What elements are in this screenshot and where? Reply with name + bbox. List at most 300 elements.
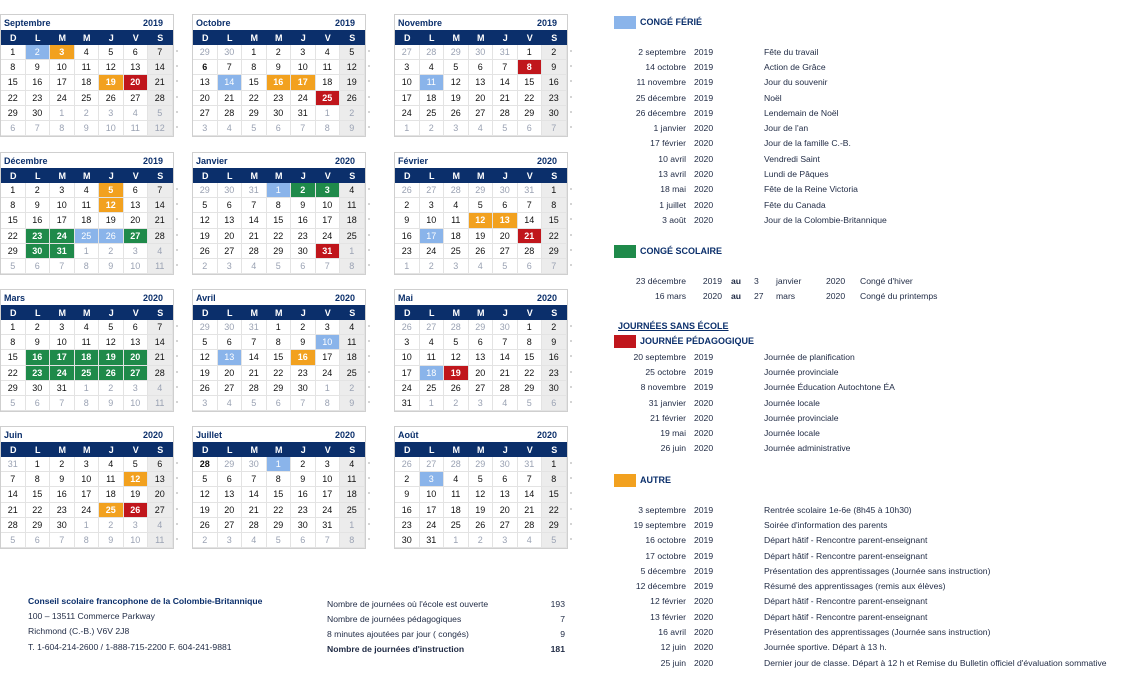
day-cell: 12 xyxy=(469,213,494,228)
day-cell: 28 xyxy=(148,366,173,381)
day-cell: 10 xyxy=(395,75,420,90)
day-cell: 16 xyxy=(26,213,51,228)
day-cell: 27 xyxy=(395,45,420,60)
legend-year: 2020 xyxy=(694,153,714,164)
legend-row xyxy=(614,502,1107,517)
day-cell: 1 xyxy=(267,320,292,335)
day-cell: 6 xyxy=(148,457,173,472)
day-cell: 13 xyxy=(218,213,243,228)
day-cell: 2 xyxy=(75,106,100,121)
weekday-label: V xyxy=(132,170,139,181)
day-cell: 29 xyxy=(193,320,218,335)
day-cell: 2 xyxy=(395,198,420,213)
legend-end-month: mars xyxy=(776,290,796,301)
weekday-header xyxy=(193,442,365,457)
weekday-label: D xyxy=(10,32,17,43)
day-grid xyxy=(1,183,173,274)
day-cell: 14 xyxy=(1,487,26,502)
day-cell: 10 xyxy=(99,121,124,136)
day-cell: 30 xyxy=(218,183,243,198)
weekday-label: J xyxy=(502,32,508,43)
legend-date: 1 janvier xyxy=(653,123,686,134)
day-cell: 2 xyxy=(291,320,316,335)
day-cell: 13 xyxy=(493,213,518,228)
day-cell: 8 xyxy=(542,472,567,487)
month-year: 2020 xyxy=(334,155,355,166)
day-cell: 24 xyxy=(316,229,341,244)
legend-year: 2020 xyxy=(694,627,714,638)
month-novembre xyxy=(394,14,568,137)
day-cell: 30 xyxy=(493,183,518,198)
day-cell: 4 xyxy=(444,472,469,487)
legend-end-year: 2020 xyxy=(826,290,846,301)
day-cell: 3 xyxy=(420,472,445,487)
day-cell: 2 xyxy=(340,106,365,121)
weekday-label: D xyxy=(202,444,209,455)
day-cell: 27 xyxy=(124,366,149,381)
day-cell: 3 xyxy=(316,320,341,335)
day-cell: 11 xyxy=(148,396,173,411)
day-cell: 13 xyxy=(493,487,518,502)
day-cell: 11 xyxy=(444,487,469,502)
day-cell: 22 xyxy=(267,229,292,244)
day-cell: 9 xyxy=(267,60,292,75)
day-cell: 29 xyxy=(267,244,292,259)
row-marker-dot xyxy=(176,203,178,205)
day-cell: 3 xyxy=(124,381,149,396)
day-cell: 28 xyxy=(444,183,469,198)
stat-value: 181 xyxy=(550,644,565,655)
legend-date: 20 septembre xyxy=(633,351,686,362)
day-cell: 23 xyxy=(26,366,51,381)
row-marker-dot xyxy=(368,234,370,236)
day-cell: 21 xyxy=(518,503,543,518)
day-cell: 11 xyxy=(420,350,445,365)
day-cell: 2 xyxy=(99,381,124,396)
day-cell: 1 xyxy=(542,183,567,198)
weekday-label: S xyxy=(349,444,356,455)
day-cell: 26 xyxy=(469,518,494,533)
row-marker-dot xyxy=(570,371,572,373)
weekday-label: S xyxy=(349,307,356,318)
day-cell: 9 xyxy=(542,335,567,350)
day-grid xyxy=(1,457,173,548)
weekday-label: D xyxy=(202,32,209,43)
day-cell: 23 xyxy=(542,366,567,381)
day-cell: 27 xyxy=(493,244,518,259)
day-cell: 2 xyxy=(291,183,316,198)
day-cell: 4 xyxy=(469,259,494,274)
row-marker-dot xyxy=(570,386,572,388)
day-cell: 27 xyxy=(218,518,243,533)
day-cell: 30 xyxy=(493,320,518,335)
legend-year: 2020 xyxy=(694,657,714,668)
day-cell: 25 xyxy=(444,518,469,533)
day-cell: 11 xyxy=(316,60,341,75)
day-cell: 11 xyxy=(124,121,149,136)
legend-description: Action de Grâce xyxy=(764,61,826,72)
month-title xyxy=(395,427,567,442)
weekday-label: M xyxy=(83,444,91,455)
day-cell: 20 xyxy=(493,503,518,518)
day-cell: 4 xyxy=(218,396,243,411)
day-cell: 1 xyxy=(75,381,100,396)
day-cell: 8 xyxy=(542,198,567,213)
day-cell: 3 xyxy=(291,45,316,60)
weekday-label: M xyxy=(275,444,283,455)
day-cell: 5 xyxy=(99,320,124,335)
row-marker-dot xyxy=(570,538,572,540)
legend-row xyxy=(614,624,1107,639)
day-cell: 16 xyxy=(26,75,51,90)
row-marker-dot xyxy=(176,492,178,494)
row-marker-dot xyxy=(176,508,178,510)
legend-year: 2019 xyxy=(694,519,714,530)
row-marker-dot xyxy=(570,234,572,236)
legend-year: 2020 xyxy=(694,428,714,439)
day-cell: 5 xyxy=(267,533,292,548)
month-year: 2019 xyxy=(334,17,355,28)
weekday-label: S xyxy=(157,444,164,455)
day-cell: 6 xyxy=(542,396,567,411)
day-cell: 7 xyxy=(493,335,518,350)
day-cell: 15 xyxy=(267,487,292,502)
day-cell: 22 xyxy=(267,503,292,518)
day-cell: 25 xyxy=(75,91,100,106)
stat-label: Nombre de journées pédagogiques xyxy=(327,613,462,624)
legend-date: 11 novembre xyxy=(636,77,686,88)
day-cell: 7 xyxy=(148,183,173,198)
legend-description: Départ hâtif - Rencontre parent-enseignant xyxy=(764,596,928,607)
legend-description: Lendemain de Noël xyxy=(764,107,839,118)
legend-year: 2019 xyxy=(694,46,714,57)
day-cell: 7 xyxy=(242,198,267,213)
day-cell: 6 xyxy=(493,198,518,213)
day-cell: 9 xyxy=(395,213,420,228)
day-cell: 14 xyxy=(242,213,267,228)
legend-row xyxy=(614,105,887,120)
weekday-label: D xyxy=(202,307,209,318)
day-cell: 20 xyxy=(218,503,243,518)
day-cell: 23 xyxy=(291,503,316,518)
day-cell: 31 xyxy=(242,183,267,198)
month-title xyxy=(193,153,365,168)
day-cell: 14 xyxy=(148,335,173,350)
legend-description: Congé du printemps xyxy=(860,290,938,301)
swatch-red-icon xyxy=(614,335,636,348)
day-cell: 16 xyxy=(395,229,420,244)
day-cell: 6 xyxy=(26,259,51,274)
day-cell: 28 xyxy=(218,106,243,121)
legend-pedagogique xyxy=(614,321,895,456)
day-cell: 15 xyxy=(542,487,567,502)
legend-row xyxy=(614,44,887,59)
month-mars xyxy=(0,289,174,412)
day-cell: 27 xyxy=(420,183,445,198)
weekday-label: V xyxy=(324,32,331,43)
day-cell: 3 xyxy=(218,533,243,548)
month-year: 2019 xyxy=(142,17,163,28)
day-cell: 1 xyxy=(75,244,100,259)
day-cell: 23 xyxy=(26,229,51,244)
day-cell: 6 xyxy=(124,45,149,60)
weekday-header xyxy=(395,305,567,320)
day-cell: 3 xyxy=(124,518,149,533)
row-marker-dot xyxy=(176,325,178,327)
day-cell: 18 xyxy=(340,213,365,228)
day-cell: 19 xyxy=(469,503,494,518)
month-name: Janvier xyxy=(196,155,228,166)
phone-line: T. 1-604-214-2600 / 1-888-715-2200 F. 604-241-9881 xyxy=(28,641,232,652)
day-cell: 26 xyxy=(444,106,469,121)
weekday-label: L xyxy=(227,307,233,318)
weekday-label: M xyxy=(83,307,91,318)
legend-row xyxy=(614,441,895,456)
legend-pedagogique-title: JOURNÉE PÉDAGOGIQUE xyxy=(640,336,755,346)
day-cell: 22 xyxy=(518,366,543,381)
row-marker-dot xyxy=(176,523,178,525)
legend-year: 2019 xyxy=(694,535,714,546)
day-cell: 24 xyxy=(420,244,445,259)
weekday-label: L xyxy=(227,170,233,181)
day-cell: 13 xyxy=(218,350,243,365)
day-cell: 18 xyxy=(444,229,469,244)
day-cell: 3 xyxy=(395,335,420,350)
day-cell: 28 xyxy=(493,381,518,396)
day-cell: 16 xyxy=(542,350,567,365)
month-title xyxy=(1,290,173,305)
day-cell: 6 xyxy=(218,472,243,487)
day-cell: 18 xyxy=(340,350,365,365)
day-cell: 6 xyxy=(267,121,292,136)
day-cell: 26 xyxy=(395,457,420,472)
row-marker-dot xyxy=(368,355,370,357)
day-cell: 26 xyxy=(193,518,218,533)
day-cell: 15 xyxy=(518,75,543,90)
day-cell: 21 xyxy=(242,503,267,518)
day-cell: 12 xyxy=(444,75,469,90)
day-cell: 30 xyxy=(267,106,292,121)
day-cell: 3 xyxy=(50,45,75,60)
legend-year: 2020 xyxy=(694,611,714,622)
row-marker-dot xyxy=(570,80,572,82)
day-cell: 27 xyxy=(420,457,445,472)
day-cell: 26 xyxy=(99,229,124,244)
weekday-header xyxy=(395,30,567,45)
day-cell: 2 xyxy=(340,381,365,396)
day-cell: 28 xyxy=(148,229,173,244)
legend-conge-scolaire-title: CONGÉ SCOLAIRE xyxy=(640,246,723,256)
day-cell: 18 xyxy=(420,91,445,106)
legend-date: 26 juin xyxy=(660,443,686,454)
month-title xyxy=(1,15,173,30)
legend-description: Jour de la famille C.-B. xyxy=(764,138,851,149)
day-cell: 9 xyxy=(75,121,100,136)
legend-row xyxy=(614,640,1107,655)
day-cell: 31 xyxy=(242,320,267,335)
month-juillet xyxy=(192,426,366,549)
day-cell: 28 xyxy=(242,381,267,396)
row-marker-dot xyxy=(570,264,572,266)
row-marker-dot xyxy=(176,477,178,479)
day-cell: 16 xyxy=(267,75,292,90)
day-cell: 3 xyxy=(50,183,75,198)
day-cell: 24 xyxy=(50,91,75,106)
day-cell: 11 xyxy=(99,472,124,487)
day-cell: 30 xyxy=(26,106,51,121)
day-cell: 28 xyxy=(518,518,543,533)
day-cell: 22 xyxy=(542,229,567,244)
day-cell: 2 xyxy=(267,45,292,60)
day-cell: 10 xyxy=(50,335,75,350)
day-cell: 7 xyxy=(242,472,267,487)
day-cell: 30 xyxy=(469,45,494,60)
weekday-label: S xyxy=(157,307,164,318)
day-cell: 28 xyxy=(493,106,518,121)
legend-row xyxy=(614,59,887,74)
row-marker-dot xyxy=(570,96,572,98)
legend-year: 2020 xyxy=(694,123,714,134)
day-cell: 14 xyxy=(148,198,173,213)
day-cell: 9 xyxy=(542,60,567,75)
day-cell: 28 xyxy=(518,244,543,259)
day-cell: 28 xyxy=(148,91,173,106)
legend-date: 3 septembre xyxy=(638,504,686,515)
day-cell: 3 xyxy=(444,121,469,136)
day-cell: 12 xyxy=(340,60,365,75)
row-marker-dot xyxy=(368,508,370,510)
day-cell: 20 xyxy=(469,91,494,106)
day-cell: 29 xyxy=(267,518,292,533)
weekday-label: D xyxy=(404,170,411,181)
row-marker-dot xyxy=(176,234,178,236)
day-cell: 6 xyxy=(518,259,543,274)
day-cell: 31 xyxy=(518,457,543,472)
row-marker-dot xyxy=(570,203,572,205)
legend-conge-scolaire-header xyxy=(614,243,980,259)
day-cell: 7 xyxy=(291,121,316,136)
day-cell: 24 xyxy=(291,91,316,106)
legend-conge-ferie-title: CONGÉ FÉRIÉ xyxy=(640,17,703,27)
month-name: Novembre xyxy=(398,17,443,28)
day-cell: 11 xyxy=(75,335,100,350)
day-cell: 30 xyxy=(395,533,420,548)
row-marker-dot xyxy=(368,325,370,327)
day-cell: 27 xyxy=(124,229,149,244)
day-cell: 1 xyxy=(518,320,543,335)
day-cell: 2 xyxy=(420,259,445,274)
weekday-label: M xyxy=(452,32,460,43)
legend-autre-list xyxy=(614,502,1107,670)
legend-pedagogique-header xyxy=(614,333,895,349)
day-cell: 7 xyxy=(50,396,75,411)
day-cell: 21 xyxy=(518,229,543,244)
day-cell: 3 xyxy=(50,320,75,335)
day-cell: 20 xyxy=(148,487,173,502)
day-cell: 9 xyxy=(99,533,124,548)
day-cell: 23 xyxy=(291,366,316,381)
weekday-header xyxy=(193,30,365,45)
day-cell: 7 xyxy=(518,472,543,487)
day-cell: 5 xyxy=(242,121,267,136)
swatch-green-icon xyxy=(614,245,636,258)
weekday-label: M xyxy=(58,307,66,318)
day-cell: 2 xyxy=(26,320,51,335)
legend-description: Journée Éducation Autochtone ÉA xyxy=(764,382,895,393)
weekday-label: M xyxy=(275,307,283,318)
day-cell: 9 xyxy=(99,396,124,411)
day-cell: 15 xyxy=(1,213,26,228)
row-marker-dot xyxy=(368,523,370,525)
day-cell: 20 xyxy=(193,91,218,106)
day-cell: 24 xyxy=(50,229,75,244)
day-cell: 7 xyxy=(542,121,567,136)
legend-row xyxy=(614,120,887,135)
day-cell: 25 xyxy=(340,503,365,518)
legend-description: Présentation des apprentissages (Journée sans instruction) xyxy=(764,627,991,638)
day-cell: 31 xyxy=(493,45,518,60)
weekday-label: L xyxy=(35,307,41,318)
day-cell: 29 xyxy=(1,244,26,259)
day-cell: 27 xyxy=(493,518,518,533)
legend-row xyxy=(614,395,895,410)
row-marker-dot xyxy=(570,477,572,479)
legend-description: Fête de la Reine Victoria xyxy=(764,184,858,195)
day-cell: 18 xyxy=(75,213,100,228)
day-cell: 4 xyxy=(340,457,365,472)
day-cell: 18 xyxy=(444,503,469,518)
day-cell: 10 xyxy=(50,60,75,75)
row-marker-dot xyxy=(176,126,178,128)
row-marker-dot xyxy=(368,203,370,205)
legend-row xyxy=(614,349,895,364)
day-cell: 24 xyxy=(75,503,100,518)
weekday-label: M xyxy=(477,444,485,455)
day-cell: 1 xyxy=(267,183,292,198)
legend-description: Journée de planification xyxy=(764,351,855,362)
legend-row xyxy=(614,273,980,288)
weekday-label: M xyxy=(58,444,66,455)
day-cell: 4 xyxy=(218,121,243,136)
day-cell: 11 xyxy=(420,75,445,90)
day-cell: 8 xyxy=(26,472,51,487)
day-cell: 5 xyxy=(1,259,26,274)
day-cell: 13 xyxy=(148,472,173,487)
weekday-label: D xyxy=(10,170,17,181)
legend-date: 17 octobre xyxy=(645,550,686,561)
stat-value: 7 xyxy=(560,613,565,624)
org-name: Conseil scolaire francophone de la Colombie-Britannique xyxy=(28,596,263,606)
day-grid xyxy=(395,183,567,274)
legend-year: 2020 xyxy=(694,596,714,607)
weekday-header xyxy=(193,305,365,320)
legend-description: Présentation des apprentissages (Journée sans instruction) xyxy=(764,565,991,576)
day-cell: 8 xyxy=(340,533,365,548)
day-cell: 25 xyxy=(444,244,469,259)
stat-value: 193 xyxy=(550,598,565,609)
weekday-label: D xyxy=(10,307,17,318)
weekday-label: L xyxy=(429,170,435,181)
day-cell: 20 xyxy=(124,75,149,90)
month-mai xyxy=(394,289,568,412)
day-cell: 17 xyxy=(75,487,100,502)
row-marker-dot xyxy=(176,462,178,464)
row-marker-dot xyxy=(368,492,370,494)
weekday-label: J xyxy=(300,170,306,181)
day-cell: 26 xyxy=(395,320,420,335)
day-cell: 10 xyxy=(316,198,341,213)
day-cell: 7 xyxy=(493,60,518,75)
